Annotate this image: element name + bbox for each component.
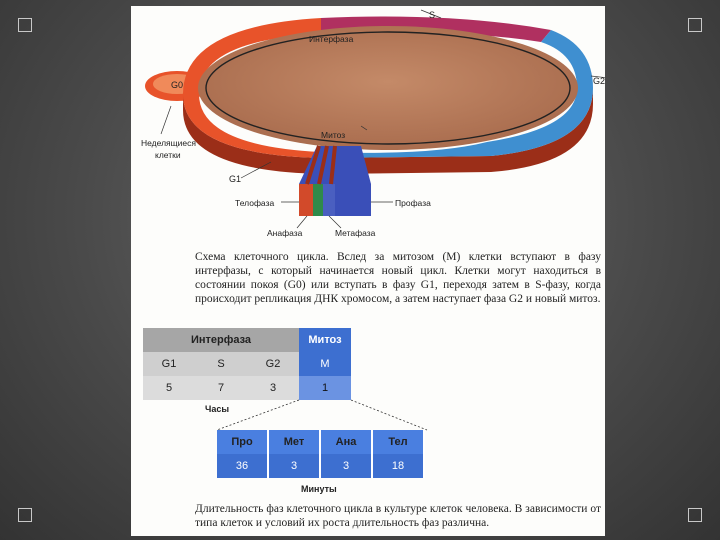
phase-g1: G1 bbox=[143, 352, 195, 376]
telophase-band bbox=[299, 184, 313, 216]
minutes-pro: 36 bbox=[217, 454, 268, 478]
mitosis-phase-pro: Про bbox=[217, 430, 268, 454]
hours-g1: 5 bbox=[143, 376, 195, 400]
mitosis-minutes-table bbox=[217, 430, 425, 478]
cytoplasm bbox=[198, 26, 578, 150]
cell-cycle-diagram bbox=[131, 6, 605, 246]
label-telophase: Телофаза bbox=[235, 198, 275, 208]
hours-s: 7 bbox=[195, 376, 247, 400]
phase-s: S bbox=[195, 352, 247, 376]
label-s: S bbox=[429, 10, 436, 20]
label-interphase: Интерфаза bbox=[309, 34, 354, 44]
slide-corner-top-left bbox=[18, 18, 32, 32]
phase-m: M bbox=[299, 352, 351, 376]
hours-unit-label: Часы bbox=[205, 404, 230, 414]
label-g0: G0 bbox=[171, 80, 184, 90]
label-metaphase: Метафаза bbox=[335, 228, 376, 238]
slide-corner-bottom-right bbox=[688, 508, 702, 522]
anaphase-band bbox=[313, 184, 323, 216]
mitosis-phase-tel: Тел bbox=[372, 430, 424, 454]
label-g1: G1 bbox=[229, 174, 242, 184]
hours-g2: 3 bbox=[247, 376, 299, 400]
mitosis-phase-met: Мет bbox=[268, 430, 320, 454]
phase-hours-table bbox=[143, 328, 351, 400]
label-anaphase: Анафаза bbox=[267, 228, 303, 238]
prophase-band bbox=[335, 184, 371, 216]
caption-phase-duration: Длительность фаз клеточного цикла в культуре клеток человека. В зависимости от типа клеток и условий их роста длительность фаз различна. bbox=[195, 503, 601, 529]
label-nondividing-2: клетки bbox=[155, 150, 181, 160]
label-g2: G2 bbox=[593, 76, 605, 86]
mitosis-header: Митоз bbox=[299, 328, 351, 352]
label-prophase: Профаза bbox=[395, 198, 431, 208]
label-mitosis: Митоз bbox=[321, 130, 346, 140]
metaphase-band bbox=[323, 184, 335, 216]
mitosis-phase-ana: Ана bbox=[320, 430, 372, 454]
caption-cycle-scheme: Схема клеточного цикла. Вслед за митозом (М) клетки вступают в фазу интерфазы, с который начинается новый цикл. Клетки могут находиться в состоянии покоя (G0) или вступать в фазу G1, переходя затем в S-фазу, когда происходит репликация ДНК хромосом, а затем наступает фаза G2 и новый митоз. bbox=[195, 251, 601, 305]
slide-corner-top-right bbox=[688, 18, 702, 32]
slide-corner-bottom-left bbox=[18, 508, 32, 522]
minutes-met: 3 bbox=[268, 454, 320, 478]
phase-g2: G2 bbox=[247, 352, 299, 376]
minutes-ana: 3 bbox=[320, 454, 372, 478]
interphase-header: Интерфаза bbox=[143, 328, 299, 352]
minutes-unit-label: Минуты bbox=[301, 484, 337, 494]
minutes-tel: 18 bbox=[372, 454, 424, 478]
label-nondividing-1: Неделящиеся bbox=[141, 138, 196, 148]
textbook-page bbox=[131, 6, 605, 536]
hours-m: 1 bbox=[299, 376, 351, 400]
